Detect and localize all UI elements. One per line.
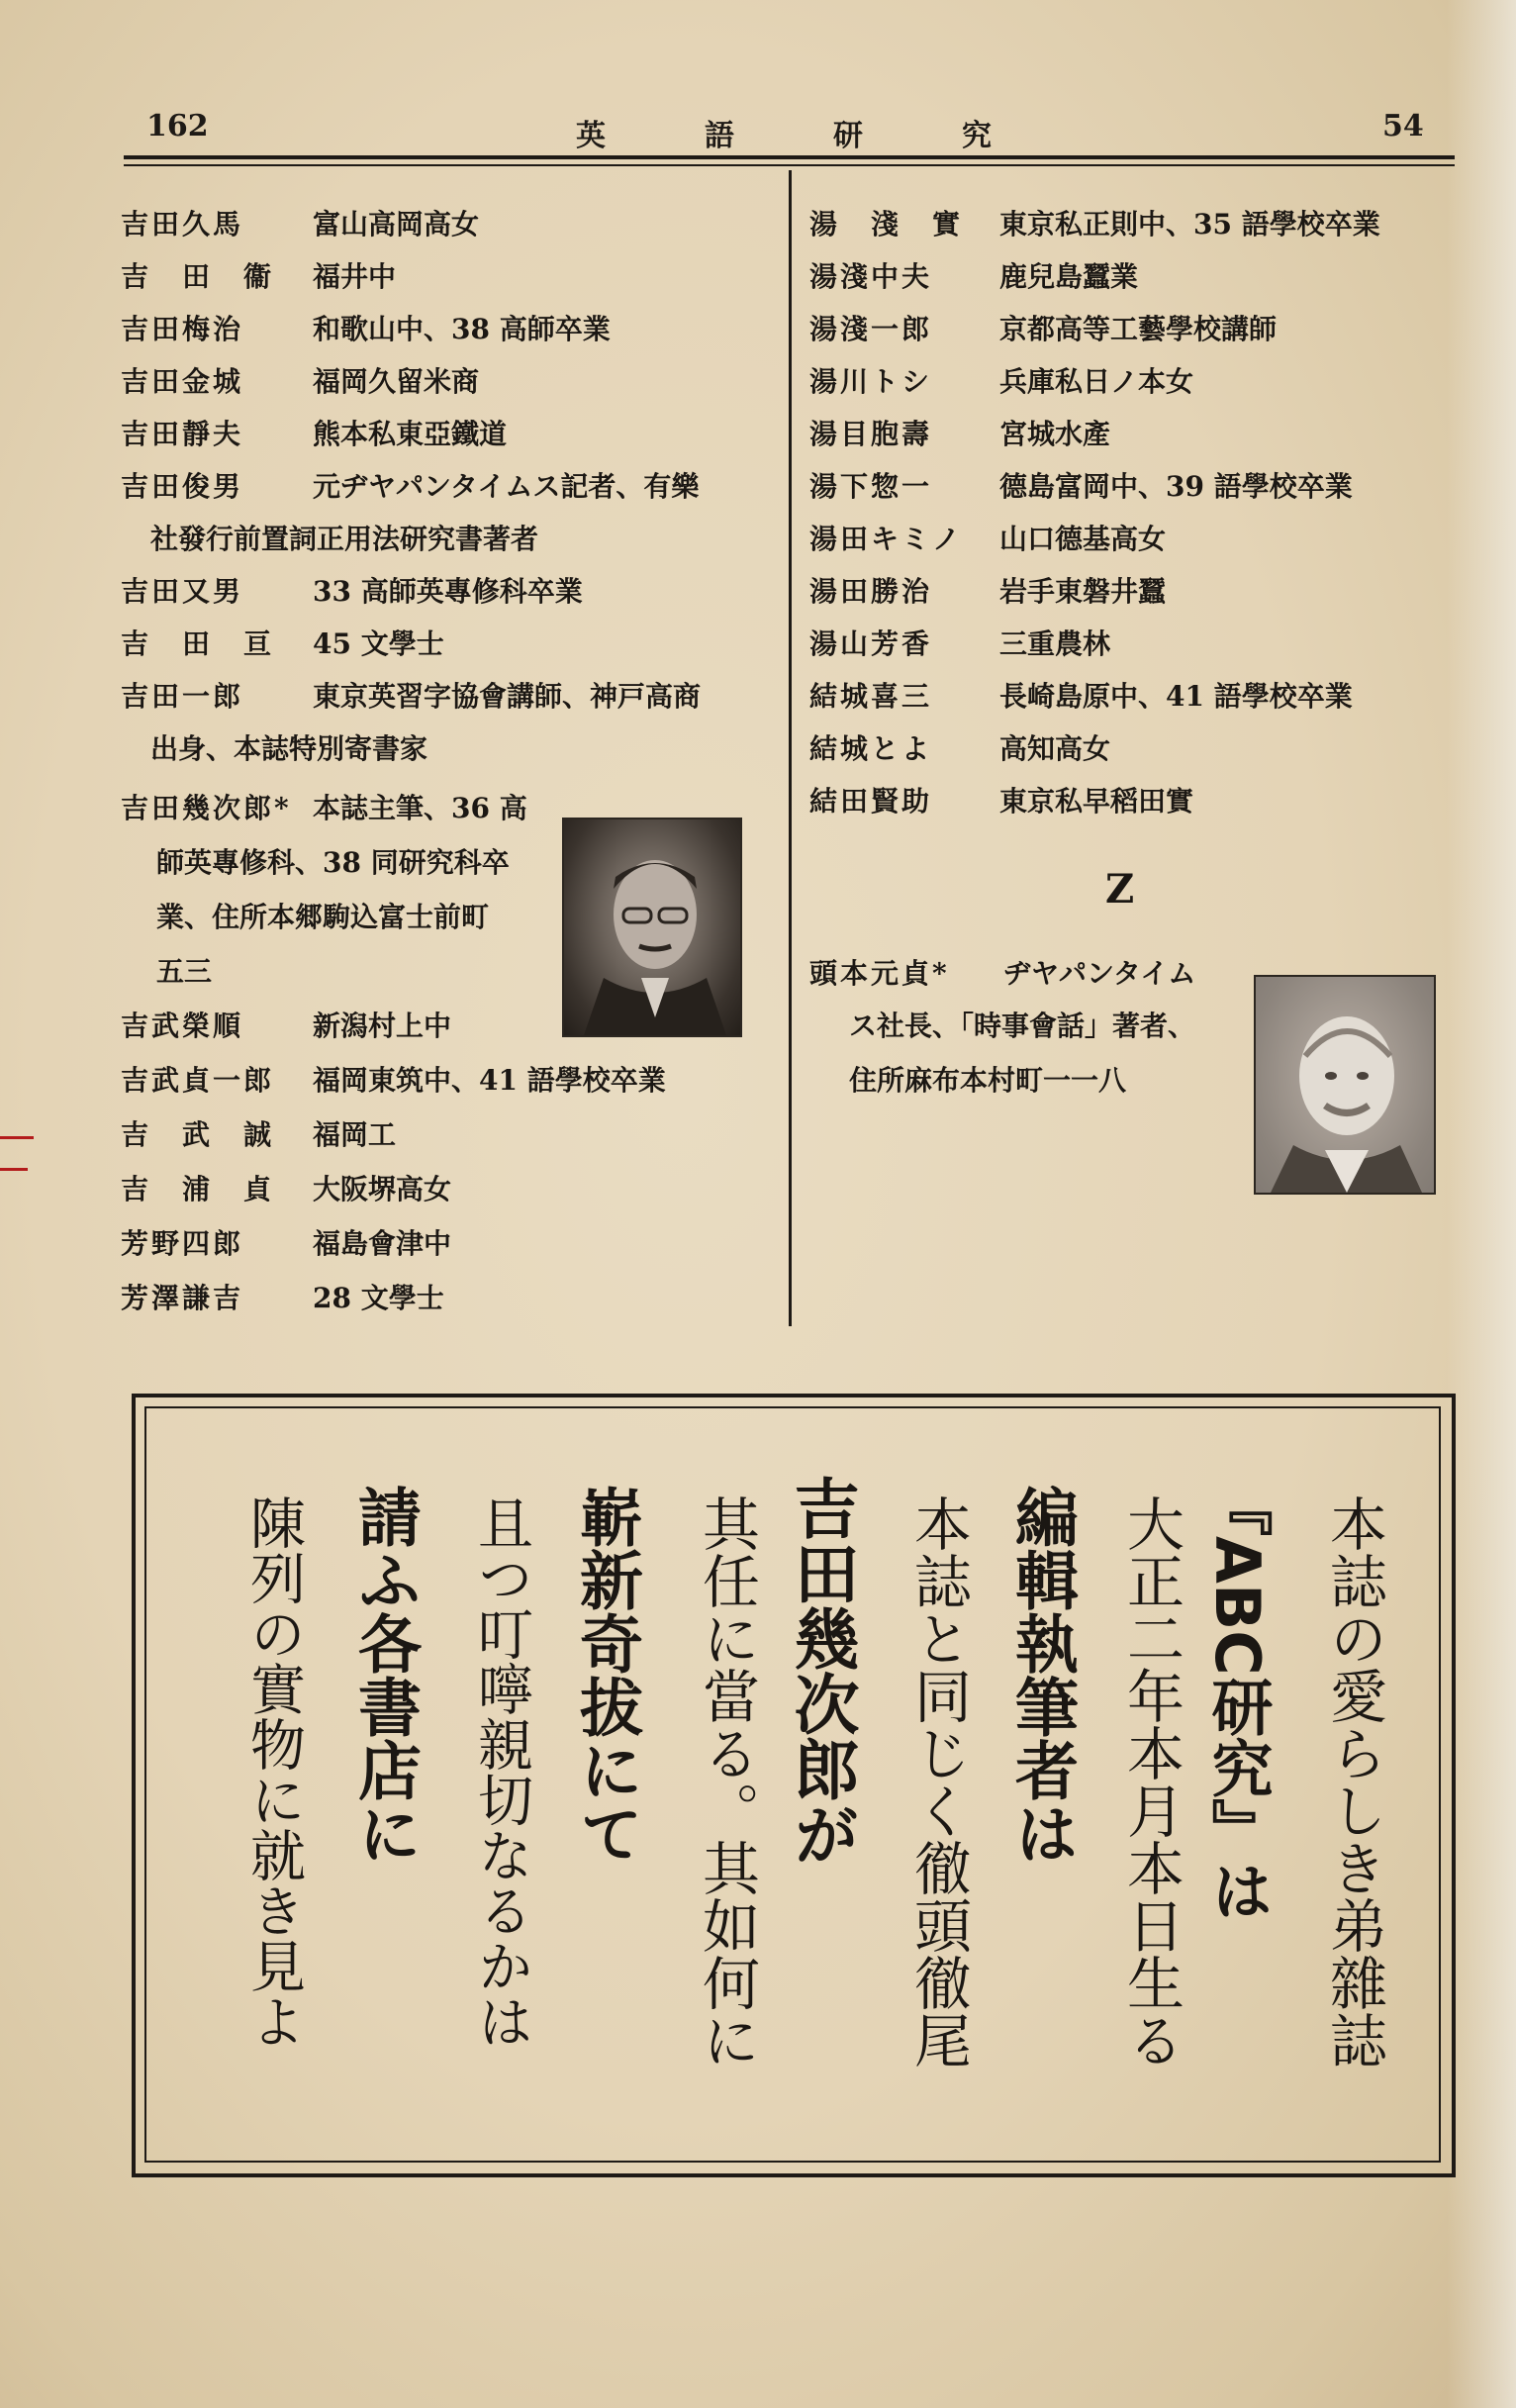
entry-name: 湯山芳香 — [809, 627, 933, 660]
entry-name: 湯川トシ — [809, 365, 933, 398]
entry-text: 德島富岡中、39 語學校卒業 — [999, 470, 1353, 503]
entry-text: 東京私早稻田實 — [999, 785, 1194, 818]
entry-text: 東京英習字協會講師、神戸高商 — [313, 680, 702, 713]
entry-continuation: 出身、本誌特別寄書家 — [150, 732, 428, 765]
header-title-char: 研 — [833, 119, 863, 153]
entry-text: 長崎島原中、41 語學校卒業 — [999, 680, 1353, 713]
portrait-photo — [562, 818, 742, 1037]
entry-name: 吉田金城 — [121, 365, 244, 398]
entry-text: 元ヂヤパンタイムス記者、有樂 — [313, 470, 700, 503]
entry-text: 岩手東磐井蠶 — [999, 575, 1167, 608]
portrait-figure — [564, 819, 740, 1035]
entry-continuation: 師英專修科、38 同研究科卒 — [156, 846, 510, 879]
entry-name: 吉田梅治 — [121, 313, 244, 345]
portrait-photo — [1254, 975, 1436, 1195]
entry-name: 結城喜三 — [809, 680, 933, 713]
header-rule-thin — [124, 164, 1455, 166]
column-divider — [789, 170, 792, 1326]
entry-text: 山口德基高女 — [999, 523, 1167, 555]
entry-text: 京都高等工藝學校講師 — [999, 313, 1278, 345]
entry-name: 湯下惣一 — [809, 470, 933, 503]
ad-text-column: 本誌の愛らしき弟雜誌 — [1320, 1494, 1387, 2069]
entry-continuation: 社發行前置詞正用法研究書著者 — [150, 523, 539, 555]
header-title-char: 語 — [705, 119, 734, 153]
entry-text: 熊本私東亞鐵道 — [313, 418, 508, 450]
entry-text: 福島會津中 — [313, 1227, 452, 1260]
entry-name: 湯淺一郎 — [809, 313, 933, 345]
ad-text-column: 陳列の實物に就き見よ — [241, 1494, 306, 2049]
section-letter: Z — [1105, 866, 1135, 913]
entry-name: 吉武貞一郎 — [121, 1064, 275, 1097]
entry-name: 吉 田 亘 — [121, 627, 275, 660]
entry-name: 吉田久馬 — [121, 208, 244, 241]
entry-continuation: 五三 — [156, 955, 213, 988]
entry-name: 吉田靜夫 — [121, 418, 244, 450]
ad-text-column: 吉田幾次郎が — [783, 1475, 859, 1867]
entry-name: 吉田一郎 — [121, 680, 244, 713]
ad-text-column: 請ふ各書店に — [347, 1485, 421, 1865]
ad-text-column: 本誌と同じく徹頭徹尾 — [904, 1494, 972, 2069]
ad-text-column: 其任に當る。其如何に — [693, 1494, 760, 2069]
entry-name: 吉田又男 — [121, 575, 244, 608]
entry-text: 福岡久留米商 — [313, 365, 480, 398]
header-title-char: 究 — [962, 119, 992, 153]
entry-text: 東京私正則中、35 語學校卒業 — [999, 208, 1380, 241]
entry-text: 高知高女 — [999, 732, 1111, 765]
margin-mark — [0, 1136, 34, 1139]
entry-name: 湯淺中夫 — [809, 260, 933, 293]
entry-name: 吉田幾次郎* — [121, 792, 292, 824]
entry-name: 芳澤謙吉 — [121, 1282, 244, 1314]
entry-continuation: 業、住所本郷駒込富士前町 — [156, 901, 490, 933]
entry-name: 吉 武 誠 — [121, 1118, 275, 1151]
entry-name: 湯田キミノ — [809, 523, 964, 555]
page-number-right: 54 — [1382, 109, 1424, 144]
header-title-char: 英 — [576, 119, 606, 153]
entry-name: 結田賢助 — [809, 785, 933, 818]
entry-name: 吉武榮順 — [121, 1010, 244, 1042]
ad-text-column: 大正二年本月本日生る — [1117, 1494, 1184, 2069]
portrait-figure — [1256, 977, 1434, 1193]
entry-text: 28 文學士 — [313, 1282, 444, 1314]
entry-text: 新潟村上中 — [313, 1010, 452, 1042]
advertisement — [144, 1475, 1437, 2108]
entry-name: 吉 浦 貞 — [121, 1173, 275, 1205]
margin-mark — [0, 1168, 28, 1171]
entry-text: 本誌主筆、36 高 — [313, 792, 527, 824]
entry-text: 45 文學士 — [313, 627, 444, 660]
entry-name: 湯目胞壽 — [809, 418, 933, 450]
entry-text: 福岡東筑中、41 語學校卒業 — [313, 1064, 666, 1097]
entry-text: 富山高岡高女 — [313, 208, 480, 241]
entry-text: 福井中 — [313, 260, 397, 293]
entry-continuation: ス社長、「時事會話」著者、 — [849, 1010, 1196, 1042]
entry-text: 大阪堺高女 — [313, 1173, 452, 1205]
entry-text: 和歌山中、38 高師卒業 — [313, 313, 611, 345]
entry-name: 吉田俊男 — [121, 470, 244, 503]
entry-text: 33 高師英專修科卒業 — [313, 575, 583, 608]
ad-text-column: 嶄新奇拔にて — [569, 1485, 642, 1865]
entry-text: 三重農林 — [999, 627, 1111, 660]
ad-text-column: 『ABC研究』は — [1201, 1475, 1274, 1921]
entry-text: 宮城水產 — [999, 418, 1111, 450]
entry-text: ヂヤパンタイム — [1003, 957, 1196, 990]
header-rule — [124, 155, 1455, 159]
entry-text: 鹿兒島蠶業 — [999, 260, 1139, 293]
entry-name: 結城とよ — [809, 732, 933, 765]
page-number-left: 162 — [146, 109, 209, 144]
entry-text: 福岡工 — [313, 1118, 397, 1151]
page-edge-shading — [1447, 0, 1516, 2408]
entry-name: 湯田勝治 — [809, 575, 933, 608]
entry-name: 芳野四郎 — [121, 1227, 244, 1260]
entry-name: 湯 淺 實 — [809, 208, 964, 241]
ad-text-column: 編輯執筆者は — [1004, 1485, 1078, 1865]
entry-name: 頭本元貞* — [809, 957, 950, 990]
entry-name: 吉 田 衞 — [121, 260, 275, 293]
ad-text-column: 且つ叮嚀親切なるかは — [469, 1494, 533, 2049]
entry-continuation: 住所麻布本村町一一八 — [849, 1064, 1127, 1097]
entry-text: 兵庫私日ノ本女 — [999, 365, 1194, 398]
